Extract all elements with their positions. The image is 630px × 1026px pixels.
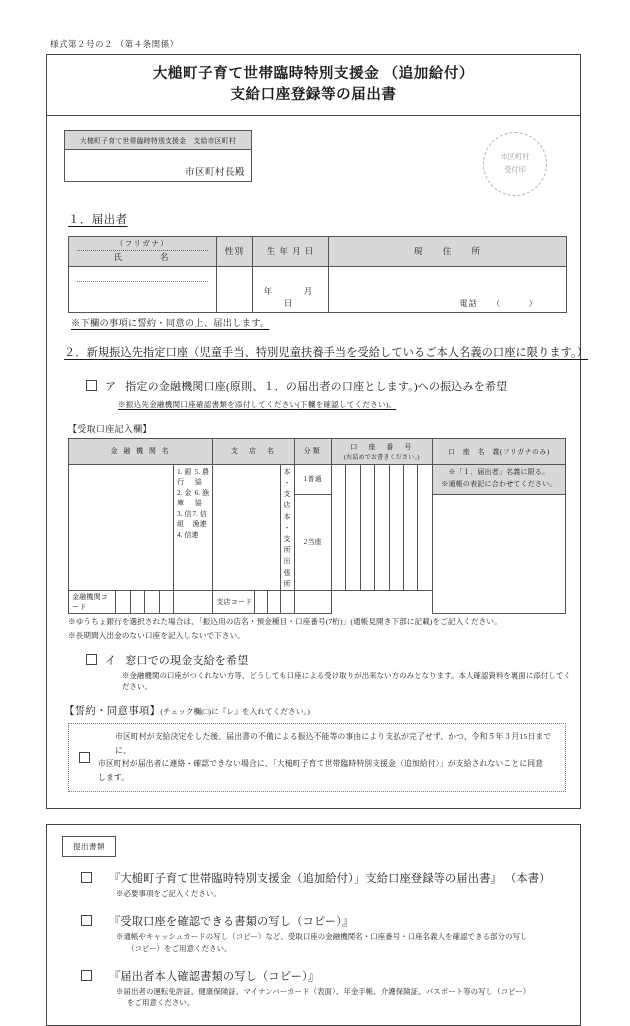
option-b-kana: イ [105, 654, 117, 667]
section2-heading: ２．新規振込先指定口座（児童手当、特別児童扶養手当を受給しているご本人名義の口座に限ります。） [64, 346, 589, 359]
acct-digit-2[interactable] [346, 464, 360, 590]
name-input-cell[interactable] [69, 266, 217, 312]
bank-header-row [69, 438, 566, 464]
pledge-heading [64, 703, 563, 718]
branch-code-1[interactable] [254, 590, 267, 613]
documents-tag: 提出書類 [62, 836, 116, 857]
documents-frame [46, 824, 581, 1026]
option-b-label: 窓口での現金支給を希望 [125, 654, 249, 667]
account-holder-note-2: ※通帳の表記に合わせてください。 [441, 479, 557, 488]
kind-4: 4. 信連 [177, 530, 199, 539]
inst-code-2[interactable] [130, 590, 144, 613]
institution-name-input[interactable] [69, 464, 174, 590]
address-input-cell[interactable] [329, 266, 567, 312]
seal-line2: 受付印 [504, 166, 526, 175]
kind-1: 1. 銀行 [177, 467, 192, 487]
addressee-row [64, 130, 563, 196]
document-note-2 [116, 931, 571, 955]
inst-code-4[interactable] [159, 590, 173, 613]
name-dotted-line [77, 281, 208, 282]
checkbox-option-b[interactable] [86, 654, 97, 665]
header-address: 現 住 所 [329, 237, 567, 267]
option-b-row[interactable] [86, 652, 563, 668]
gender-input-cell[interactable] [217, 266, 253, 312]
checkbox-pledge[interactable] [79, 752, 90, 763]
acct-digit-7[interactable] [418, 464, 432, 590]
birthdate-input-cell[interactable] [253, 266, 344, 312]
main-form-frame [46, 54, 589, 809]
section1-pledge-note: ※下欄の事項に誓約・同意の上、届出します。 [71, 317, 270, 328]
applicant-table [68, 236, 567, 313]
document-note-3 [116, 986, 571, 1010]
option-a-note: ※振込先金融機関口座確認書類を添付してください(下欄を確認してください)。 [118, 399, 397, 409]
account-holder-input[interactable] [432, 494, 565, 613]
checkbox-document-1[interactable] [81, 872, 92, 883]
branch-kind-list [281, 464, 294, 590]
header-name [69, 237, 217, 267]
pledge-text-line3: します。 [98, 772, 130, 782]
table-input-row [69, 266, 567, 312]
form-number: 様式第２号の２ （第４条関係） [50, 39, 179, 49]
form-title-line2: 支給口座登録等の届出書 [230, 87, 397, 104]
checkbox-document-2[interactable] [81, 915, 92, 926]
header-account-number-label: 口 座 番 号 [350, 442, 414, 451]
pledge-box[interactable] [68, 723, 566, 792]
document-note-2-line2: （コピー）をご用意ください。 [127, 943, 232, 953]
header-institution: 金 融 機 関 名 [69, 438, 213, 464]
option-a-kana: ア [105, 380, 117, 393]
kind-line-1 [177, 467, 209, 488]
kind-line-3 [177, 509, 209, 530]
inst-code-spacer [174, 590, 213, 613]
document-label-3: 『届出者本人確認書類の写し（コピー）』 [109, 970, 320, 983]
header-name-label: 氏 名 [113, 252, 172, 263]
pledge-text-line1: 市区町村が支給決定をした後、届出書の不備による振込不能等の事由により支払が完了せず、かつ、令和５年３月15日までに、 [115, 732, 552, 755]
branch-kind-1: 本 ・ 支店 [283, 467, 291, 510]
document-row-3[interactable] [81, 968, 565, 984]
seal-line1: 市区町村 [500, 153, 530, 162]
branch-kind-spacer [294, 590, 331, 613]
option-a-label: 指定の金融機関口座(原則、１．の届出者の口座とします。)への振込みを希望 [125, 380, 508, 393]
kind-6: 6. 漁協 [194, 488, 210, 508]
document-note-1-line1: ※必要事項をご記入ください。 [116, 889, 221, 899]
header-account-type: 分類 [294, 438, 331, 464]
addressee-box [64, 130, 252, 182]
addressee-to-label: 市区町村長殿 [184, 168, 245, 179]
header-account-number-sub: (右詰めでお書きください。) [343, 454, 420, 461]
document-row-2[interactable] [81, 913, 565, 929]
table-header-row [69, 237, 567, 267]
form-title-line1: 大槌町子育て世帯臨時特別支援金 （追加給付） [152, 66, 475, 82]
account-holder-note-1: ※「１．届出者」名義に限る。 [448, 467, 550, 476]
institution-kind-list [174, 464, 213, 590]
kind-7: 7. 信漁連 [192, 509, 207, 529]
header-birthdate: 生 年 月 日 [253, 237, 329, 267]
addressee-header: 大槌町子育て世帯臨時特別支援金 支給市区町村 [65, 131, 251, 150]
document-item-1 [62, 870, 565, 900]
kind-5: 5. 農協 [194, 467, 210, 487]
kind-2: 2. 金庫 [177, 488, 192, 508]
pledge-text [98, 730, 555, 784]
bank-table-note-2: ※長期間入出金のない口座を記入しないで下さい。 [68, 631, 245, 641]
document-label-1: 『大槌町子育て世帯臨時特別支援金（追加給付）」支給口座登録等の届出書』 （本書） [109, 873, 551, 886]
header-furigana: （フリガナ） [115, 239, 170, 249]
pledge-text-line2: 市区町村が届出者に連絡・確認できない場合に、「大槌町子育て世帯臨時特別支援金（追加給付）」が支給されないことに同意 [98, 759, 544, 769]
option-a-row[interactable] [86, 378, 563, 394]
acct-digit-6[interactable] [403, 464, 417, 590]
kind-3: 3. 信組 [177, 509, 192, 529]
kind-line-4 [177, 530, 209, 541]
section1-heading: １．届出者 [68, 214, 128, 227]
document-item-2 [62, 913, 565, 955]
document-row-1[interactable] [81, 870, 565, 886]
document-note-1 [116, 888, 571, 900]
inst-code-3[interactable] [145, 590, 159, 613]
bank-body-row-1 [69, 464, 566, 494]
addressee-input-area[interactable] [65, 150, 251, 181]
acct-digit-3[interactable] [360, 464, 374, 590]
checkbox-document-3[interactable] [81, 970, 92, 981]
acct-digit-5[interactable] [389, 464, 403, 590]
branch-code-label: 支店コード [213, 590, 254, 613]
option-b-note: ※金融機関の口座がつくれない方等、どうしても口座による受け取りが出来ない方のみとなります。本人確認資料を裏面に添付してください。 [122, 670, 571, 691]
document-item-3 [62, 968, 565, 1010]
bank-account-table [68, 438, 566, 614]
document-note-3-line2: をご用意ください。 [127, 998, 195, 1008]
branch-kind-2: 本 ・ 支所 [283, 512, 291, 555]
birthdate-placeholder: 年 月 日 [263, 286, 344, 308]
receipt-seal-area [483, 132, 547, 196]
bank-table-heading: 【受取口座記入欄】 [68, 423, 152, 434]
header-account-holder: 口 座 名 義(フリガナのみ) [432, 438, 565, 464]
checkbox-option-a[interactable] [86, 380, 97, 391]
pledge-heading-main: 【誓約・同意事項】 [64, 706, 161, 718]
account-type-futsu[interactable]: 1普通 [294, 464, 331, 494]
kind-line-2 [177, 488, 209, 509]
header-branch: 支 店 名 [213, 438, 294, 464]
document-label-2: 『受取口座を確認できる書類の写し（コピー）』 [109, 915, 354, 928]
header-account-number [331, 438, 432, 464]
account-type-touza[interactable]: 2当座 [294, 494, 331, 590]
inst-code-1[interactable] [116, 590, 130, 613]
institution-code-label: 金融機関コード [69, 590, 116, 613]
bank-table-note-1: ※ゆうちょ銀行を選択された場合は、「振込用の店名・預金種目・口座番号(7桁)」(通帳見開き下部に記載)をご記入ください。 [68, 616, 502, 626]
header-gender: 性別 [217, 237, 253, 267]
branch-kind-3: 出張所 [283, 557, 291, 588]
document-note-2-line1: ※通帳やキャッシュカードの写し（コピー）など、受取口座の金融機関名・口座番号・口座名義人を確認できる部分の写し [116, 931, 528, 941]
telephone-placeholder: 電話 （ ） [459, 298, 538, 308]
document-note-3-line1: ※届出者の運転免許証、健康保険証、マイナンバーカード（表面）、年金手帳、介護保険証、パスポート等の写し（コピー） [116, 986, 531, 996]
pledge-heading-note: (チェック欄(□)に『レ』を入れてください。) [160, 707, 310, 717]
acct-digit-4[interactable] [375, 464, 389, 590]
form-title [47, 55, 580, 116]
branch-code-2[interactable] [267, 590, 280, 613]
account-holder-notes [432, 464, 565, 494]
branch-name-input[interactable] [213, 464, 281, 590]
acct-digit-1[interactable] [331, 464, 345, 590]
branch-code-3[interactable] [281, 590, 294, 613]
